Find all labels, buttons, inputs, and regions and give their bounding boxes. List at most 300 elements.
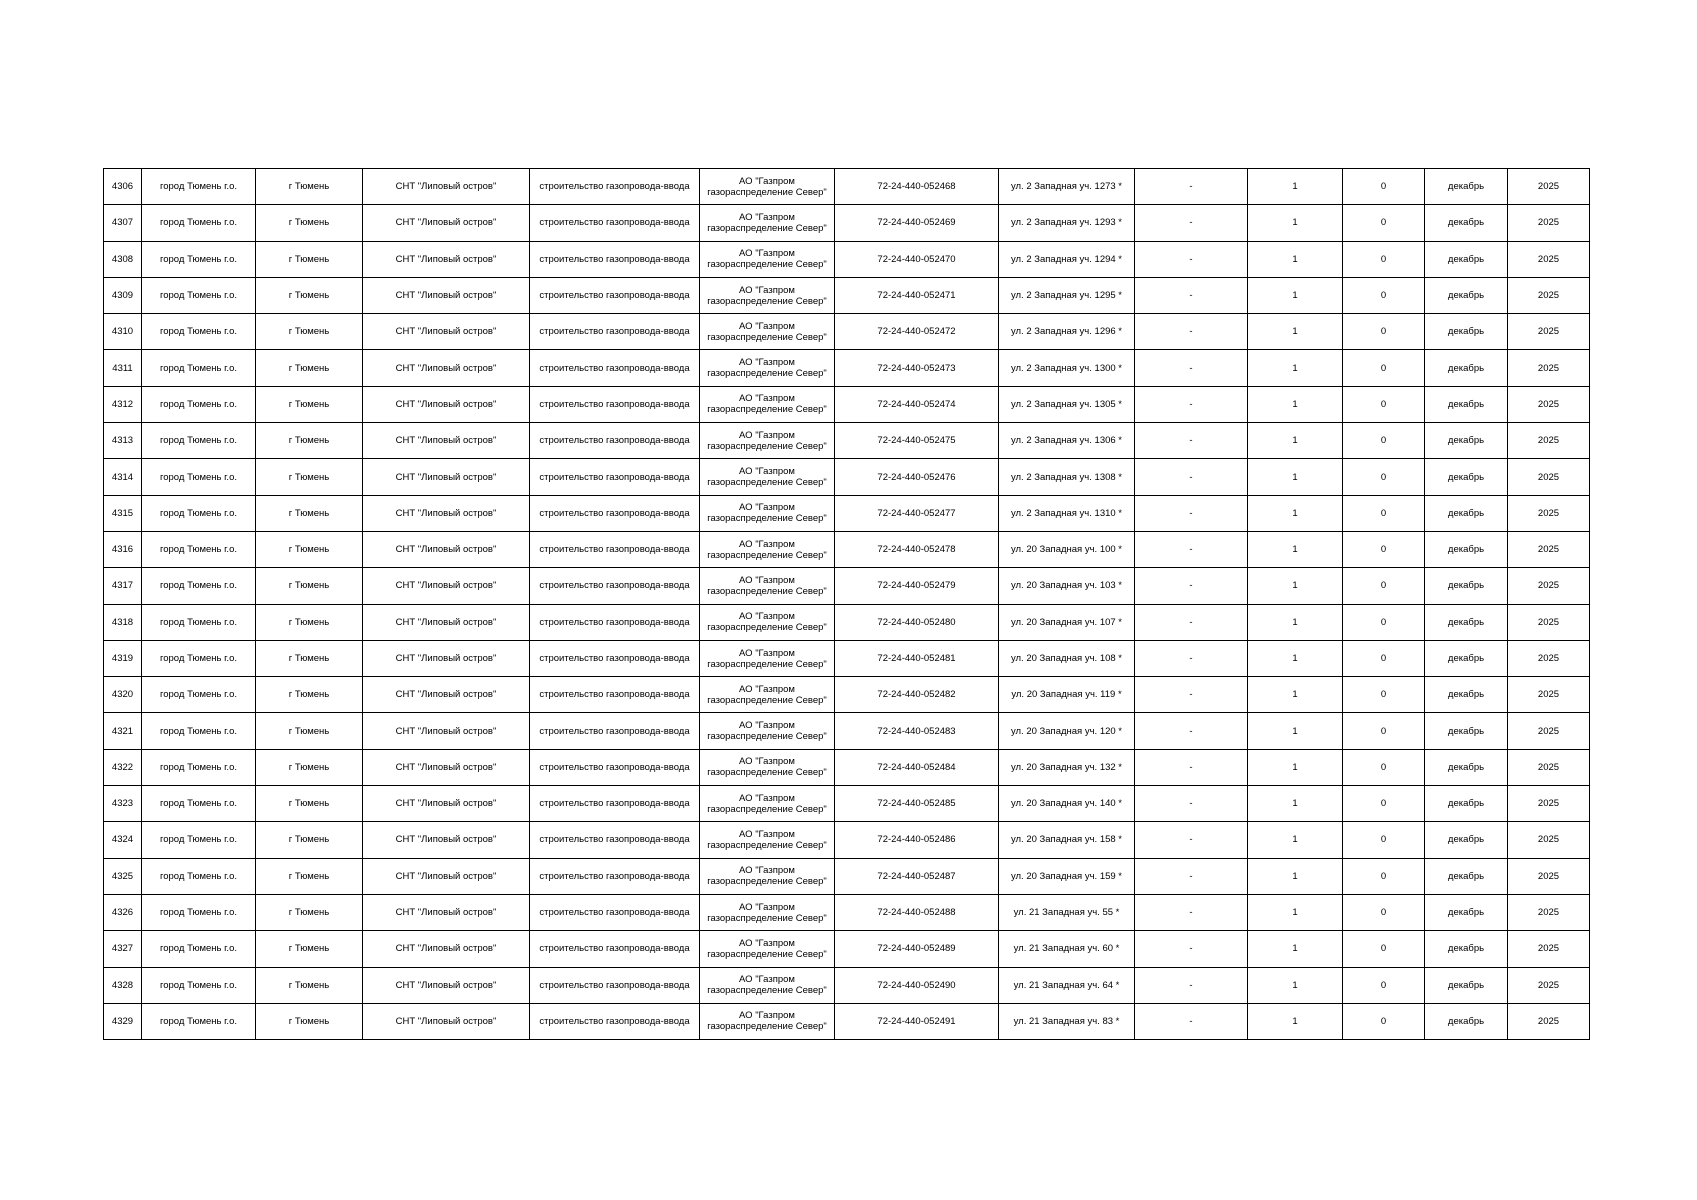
- object-code-cell: 72-24-440-052472: [835, 314, 999, 350]
- organization-cell: АО "Газпром газораспределение Север": [700, 350, 835, 386]
- zero-value-cell: 0: [1343, 495, 1425, 531]
- locality-cell: г Тюмень: [256, 386, 363, 422]
- work-type-cell: строительство газопровода-ввода: [530, 205, 700, 241]
- work-type-cell: строительство газопровода-ввода: [530, 640, 700, 676]
- dash-cell: -: [1135, 967, 1248, 1003]
- municipality-cell: город Тюмень г.о.: [142, 967, 256, 1003]
- zero-value-cell: 0: [1343, 749, 1425, 785]
- quantity-cell: 1: [1248, 822, 1343, 858]
- zero-value-cell: 0: [1343, 169, 1425, 205]
- municipality-cell: город Тюмень г.о.: [142, 314, 256, 350]
- object-code-cell: 72-24-440-052473: [835, 350, 999, 386]
- work-type-cell: строительство газопровода-ввода: [530, 822, 700, 858]
- row-number-cell: 4312: [104, 386, 142, 422]
- zero-value-cell: 0: [1343, 822, 1425, 858]
- address-cell: ул. 21 Западная уч. 60 *: [999, 931, 1135, 967]
- municipality-cell: город Тюмень г.о.: [142, 423, 256, 459]
- dash-cell: -: [1135, 786, 1248, 822]
- row-number-cell: 4318: [104, 604, 142, 640]
- row-number-cell: 4309: [104, 277, 142, 313]
- table-body: [104, 169, 1590, 1040]
- table-row: [104, 786, 1590, 822]
- year-cell: 2025: [1508, 713, 1590, 749]
- month-cell: декабрь: [1425, 713, 1508, 749]
- quantity-cell: 1: [1248, 749, 1343, 785]
- table-row: [104, 677, 1590, 713]
- organization-cell: АО "Газпром газораспределение Север": [700, 604, 835, 640]
- row-number-cell: 4308: [104, 241, 142, 277]
- row-number-cell: 4310: [104, 314, 142, 350]
- table-row: [104, 241, 1590, 277]
- partnership-cell: СНТ "Липовый остров": [363, 495, 530, 531]
- municipality-cell: город Тюмень г.о.: [142, 277, 256, 313]
- table-row: [104, 568, 1590, 604]
- table-row: [104, 967, 1590, 1003]
- dash-cell: -: [1135, 822, 1248, 858]
- zero-value-cell: 0: [1343, 640, 1425, 676]
- quantity-cell: 1: [1248, 786, 1343, 822]
- work-type-cell: строительство газопровода-ввода: [530, 531, 700, 567]
- dash-cell: -: [1135, 169, 1248, 205]
- quantity-cell: 1: [1248, 205, 1343, 241]
- locality-cell: г Тюмень: [256, 169, 363, 205]
- quantity-cell: 1: [1248, 894, 1343, 930]
- row-number-cell: 4317: [104, 568, 142, 604]
- object-code-cell: 72-24-440-052488: [835, 894, 999, 930]
- dash-cell: -: [1135, 241, 1248, 277]
- work-type-cell: строительство газопровода-ввода: [530, 713, 700, 749]
- table-row: [104, 531, 1590, 567]
- partnership-cell: СНТ "Липовый остров": [363, 713, 530, 749]
- partnership-cell: СНТ "Липовый остров": [363, 241, 530, 277]
- locality-cell: г Тюмень: [256, 459, 363, 495]
- month-cell: декабрь: [1425, 604, 1508, 640]
- address-cell: ул. 21 Западная уч. 64 *: [999, 967, 1135, 1003]
- address-cell: ул. 2 Западная уч. 1300 *: [999, 350, 1135, 386]
- municipality-cell: город Тюмень г.о.: [142, 713, 256, 749]
- address-cell: ул. 2 Западная уч. 1294 *: [999, 241, 1135, 277]
- object-code-cell: 72-24-440-052477: [835, 495, 999, 531]
- row-number-cell: 4316: [104, 531, 142, 567]
- locality-cell: г Тюмень: [256, 604, 363, 640]
- organization-cell: АО "Газпром газораспределение Север": [700, 386, 835, 422]
- year-cell: 2025: [1508, 967, 1590, 1003]
- row-number-cell: 4314: [104, 459, 142, 495]
- table-row: [104, 713, 1590, 749]
- municipality-cell: город Тюмень г.о.: [142, 894, 256, 930]
- municipality-cell: город Тюмень г.о.: [142, 822, 256, 858]
- municipality-cell: город Тюмень г.о.: [142, 386, 256, 422]
- month-cell: декабрь: [1425, 386, 1508, 422]
- organization-cell: АО "Газпром газораспределение Север": [700, 967, 835, 1003]
- table-row: [104, 749, 1590, 785]
- quantity-cell: 1: [1248, 423, 1343, 459]
- row-number-cell: 4311: [104, 350, 142, 386]
- partnership-cell: СНТ "Липовый остров": [363, 205, 530, 241]
- partnership-cell: СНТ "Липовый остров": [363, 459, 530, 495]
- organization-cell: АО "Газпром газораспределение Север": [700, 677, 835, 713]
- year-cell: 2025: [1508, 749, 1590, 785]
- municipality-cell: город Тюмень г.о.: [142, 459, 256, 495]
- quantity-cell: 1: [1248, 495, 1343, 531]
- dash-cell: -: [1135, 858, 1248, 894]
- address-cell: ул. 2 Западная уч. 1308 *: [999, 459, 1135, 495]
- object-code-cell: 72-24-440-052469: [835, 205, 999, 241]
- address-cell: ул. 2 Западная уч. 1296 *: [999, 314, 1135, 350]
- zero-value-cell: 0: [1343, 604, 1425, 640]
- object-code-cell: 72-24-440-052482: [835, 677, 999, 713]
- municipality-cell: город Тюмень г.о.: [142, 786, 256, 822]
- work-type-cell: строительство газопровода-ввода: [530, 568, 700, 604]
- zero-value-cell: 0: [1343, 386, 1425, 422]
- dash-cell: -: [1135, 350, 1248, 386]
- month-cell: декабрь: [1425, 205, 1508, 241]
- dash-cell: -: [1135, 1003, 1248, 1039]
- zero-value-cell: 0: [1343, 277, 1425, 313]
- month-cell: декабрь: [1425, 1003, 1508, 1039]
- quantity-cell: 1: [1248, 350, 1343, 386]
- municipality-cell: город Тюмень г.о.: [142, 931, 256, 967]
- locality-cell: г Тюмень: [256, 894, 363, 930]
- quantity-cell: 1: [1248, 568, 1343, 604]
- zero-value-cell: 0: [1343, 967, 1425, 1003]
- table-row: [104, 604, 1590, 640]
- row-number-cell: 4324: [104, 822, 142, 858]
- work-type-cell: строительство газопровода-ввода: [530, 277, 700, 313]
- row-number-cell: 4323: [104, 786, 142, 822]
- object-code-cell: 72-24-440-052479: [835, 568, 999, 604]
- address-cell: ул. 2 Западная уч. 1305 *: [999, 386, 1135, 422]
- municipality-cell: город Тюмень г.о.: [142, 241, 256, 277]
- data-table: [103, 168, 1590, 1040]
- locality-cell: г Тюмень: [256, 277, 363, 313]
- month-cell: декабрь: [1425, 314, 1508, 350]
- month-cell: декабрь: [1425, 277, 1508, 313]
- organization-cell: АО "Газпром газораспределение Север": [700, 713, 835, 749]
- quantity-cell: 1: [1248, 386, 1343, 422]
- month-cell: декабрь: [1425, 350, 1508, 386]
- row-number-cell: 4327: [104, 931, 142, 967]
- month-cell: декабрь: [1425, 677, 1508, 713]
- year-cell: 2025: [1508, 677, 1590, 713]
- year-cell: 2025: [1508, 858, 1590, 894]
- row-number-cell: 4329: [104, 1003, 142, 1039]
- object-code-cell: 72-24-440-052483: [835, 713, 999, 749]
- table-row: [104, 205, 1590, 241]
- municipality-cell: город Тюмень г.о.: [142, 531, 256, 567]
- quantity-cell: 1: [1248, 277, 1343, 313]
- dash-cell: -: [1135, 531, 1248, 567]
- work-type-cell: строительство газопровода-ввода: [530, 749, 700, 785]
- partnership-cell: СНТ "Липовый остров": [363, 858, 530, 894]
- dash-cell: -: [1135, 640, 1248, 676]
- zero-value-cell: 0: [1343, 241, 1425, 277]
- partnership-cell: СНТ "Липовый остров": [363, 1003, 530, 1039]
- municipality-cell: город Тюмень г.о.: [142, 495, 256, 531]
- object-code-cell: 72-24-440-052484: [835, 749, 999, 785]
- work-type-cell: строительство газопровода-ввода: [530, 967, 700, 1003]
- row-number-cell: 4322: [104, 749, 142, 785]
- municipality-cell: город Тюмень г.о.: [142, 749, 256, 785]
- object-code-cell: 72-24-440-052468: [835, 169, 999, 205]
- municipality-cell: город Тюмень г.о.: [142, 205, 256, 241]
- partnership-cell: СНТ "Липовый остров": [363, 314, 530, 350]
- partnership-cell: СНТ "Липовый остров": [363, 531, 530, 567]
- organization-cell: АО "Газпром газораспределение Север": [700, 241, 835, 277]
- quantity-cell: 1: [1248, 604, 1343, 640]
- year-cell: 2025: [1508, 241, 1590, 277]
- dash-cell: -: [1135, 277, 1248, 313]
- address-cell: ул. 2 Западная уч. 1293 *: [999, 205, 1135, 241]
- organization-cell: АО "Газпром газораспределение Север": [700, 640, 835, 676]
- partnership-cell: СНТ "Липовый остров": [363, 749, 530, 785]
- address-cell: ул. 20 Западная уч. 108 *: [999, 640, 1135, 676]
- address-cell: ул. 20 Западная уч. 103 *: [999, 568, 1135, 604]
- year-cell: 2025: [1508, 205, 1590, 241]
- dash-cell: -: [1135, 677, 1248, 713]
- organization-cell: АО "Газпром газораспределение Север": [700, 1003, 835, 1039]
- year-cell: 2025: [1508, 423, 1590, 459]
- month-cell: декабрь: [1425, 459, 1508, 495]
- month-cell: декабрь: [1425, 169, 1508, 205]
- address-cell: ул. 2 Западная уч. 1295 *: [999, 277, 1135, 313]
- month-cell: декабрь: [1425, 858, 1508, 894]
- address-cell: ул. 20 Западная уч. 140 *: [999, 786, 1135, 822]
- year-cell: 2025: [1508, 640, 1590, 676]
- locality-cell: г Тюмень: [256, 967, 363, 1003]
- organization-cell: АО "Газпром газораспределение Север": [700, 531, 835, 567]
- work-type-cell: строительство газопровода-ввода: [530, 604, 700, 640]
- quantity-cell: 1: [1248, 531, 1343, 567]
- year-cell: 2025: [1508, 459, 1590, 495]
- object-code-cell: 72-24-440-052478: [835, 531, 999, 567]
- zero-value-cell: 0: [1343, 677, 1425, 713]
- partnership-cell: СНТ "Липовый остров": [363, 568, 530, 604]
- table-row: [104, 423, 1590, 459]
- address-cell: ул. 2 Западная уч. 1306 *: [999, 423, 1135, 459]
- month-cell: декабрь: [1425, 931, 1508, 967]
- organization-cell: АО "Газпром газораспределение Север": [700, 858, 835, 894]
- partnership-cell: СНТ "Липовый остров": [363, 350, 530, 386]
- organization-cell: АО "Газпром газораспределение Север": [700, 277, 835, 313]
- row-number-cell: 4306: [104, 169, 142, 205]
- dash-cell: -: [1135, 713, 1248, 749]
- address-cell: ул. 20 Западная уч. 120 *: [999, 713, 1135, 749]
- month-cell: декабрь: [1425, 786, 1508, 822]
- row-number-cell: 4321: [104, 713, 142, 749]
- work-type-cell: строительство газопровода-ввода: [530, 459, 700, 495]
- year-cell: 2025: [1508, 568, 1590, 604]
- address-cell: ул. 20 Западная уч. 107 *: [999, 604, 1135, 640]
- object-code-cell: 72-24-440-052481: [835, 640, 999, 676]
- locality-cell: г Тюмень: [256, 241, 363, 277]
- work-type-cell: строительство газопровода-ввода: [530, 169, 700, 205]
- year-cell: 2025: [1508, 386, 1590, 422]
- organization-cell: АО "Газпром газораспределение Север": [700, 495, 835, 531]
- locality-cell: г Тюмень: [256, 205, 363, 241]
- locality-cell: г Тюмень: [256, 568, 363, 604]
- municipality-cell: город Тюмень г.о.: [142, 350, 256, 386]
- table-row: [104, 277, 1590, 313]
- object-code-cell: 72-24-440-052470: [835, 241, 999, 277]
- object-code-cell: 72-24-440-052485: [835, 786, 999, 822]
- year-cell: 2025: [1508, 169, 1590, 205]
- partnership-cell: СНТ "Липовый остров": [363, 604, 530, 640]
- address-cell: ул. 20 Западная уч. 119 *: [999, 677, 1135, 713]
- organization-cell: АО "Газпром газораспределение Север": [700, 931, 835, 967]
- work-type-cell: строительство газопровода-ввода: [530, 241, 700, 277]
- year-cell: 2025: [1508, 822, 1590, 858]
- municipality-cell: город Тюмень г.о.: [142, 604, 256, 640]
- quantity-cell: 1: [1248, 931, 1343, 967]
- object-code-cell: 72-24-440-052489: [835, 931, 999, 967]
- locality-cell: г Тюмень: [256, 640, 363, 676]
- municipality-cell: город Тюмень г.о.: [142, 677, 256, 713]
- object-code-cell: 72-24-440-052475: [835, 423, 999, 459]
- municipality-cell: город Тюмень г.о.: [142, 1003, 256, 1039]
- partnership-cell: СНТ "Липовый остров": [363, 277, 530, 313]
- row-number-cell: 4307: [104, 205, 142, 241]
- locality-cell: г Тюмень: [256, 350, 363, 386]
- dash-cell: -: [1135, 749, 1248, 785]
- month-cell: декабрь: [1425, 749, 1508, 785]
- work-type-cell: строительство газопровода-ввода: [530, 314, 700, 350]
- object-code-cell: 72-24-440-052486: [835, 822, 999, 858]
- work-type-cell: строительство газопровода-ввода: [530, 386, 700, 422]
- dash-cell: -: [1135, 604, 1248, 640]
- dash-cell: -: [1135, 423, 1248, 459]
- zero-value-cell: 0: [1343, 858, 1425, 894]
- month-cell: декабрь: [1425, 423, 1508, 459]
- partnership-cell: СНТ "Липовый остров": [363, 786, 530, 822]
- locality-cell: г Тюмень: [256, 786, 363, 822]
- dash-cell: -: [1135, 459, 1248, 495]
- table-row: [104, 459, 1590, 495]
- dash-cell: -: [1135, 894, 1248, 930]
- month-cell: декабрь: [1425, 495, 1508, 531]
- zero-value-cell: 0: [1343, 350, 1425, 386]
- object-code-cell: 72-24-440-052491: [835, 1003, 999, 1039]
- dash-cell: -: [1135, 314, 1248, 350]
- organization-cell: АО "Газпром газораспределение Север": [700, 894, 835, 930]
- object-code-cell: 72-24-440-052480: [835, 604, 999, 640]
- work-type-cell: строительство газопровода-ввода: [530, 931, 700, 967]
- dash-cell: -: [1135, 931, 1248, 967]
- quantity-cell: 1: [1248, 640, 1343, 676]
- table-row: [104, 822, 1590, 858]
- quantity-cell: 1: [1248, 169, 1343, 205]
- month-cell: декабрь: [1425, 640, 1508, 676]
- dash-cell: -: [1135, 495, 1248, 531]
- dash-cell: -: [1135, 205, 1248, 241]
- address-cell: ул. 20 Западная уч. 158 *: [999, 822, 1135, 858]
- zero-value-cell: 0: [1343, 786, 1425, 822]
- work-type-cell: строительство газопровода-ввода: [530, 495, 700, 531]
- year-cell: 2025: [1508, 531, 1590, 567]
- zero-value-cell: 0: [1343, 459, 1425, 495]
- month-cell: декабрь: [1425, 241, 1508, 277]
- municipality-cell: город Тюмень г.о.: [142, 858, 256, 894]
- organization-cell: АО "Газпром газораспределение Север": [700, 568, 835, 604]
- dash-cell: -: [1135, 386, 1248, 422]
- zero-value-cell: 0: [1343, 423, 1425, 459]
- organization-cell: АО "Газпром газораспределение Север": [700, 749, 835, 785]
- table-row: [104, 931, 1590, 967]
- locality-cell: г Тюмень: [256, 677, 363, 713]
- month-cell: декабрь: [1425, 531, 1508, 567]
- partnership-cell: СНТ "Липовый остров": [363, 386, 530, 422]
- row-number-cell: 4320: [104, 677, 142, 713]
- year-cell: 2025: [1508, 894, 1590, 930]
- address-cell: ул. 2 Западная уч. 1310 *: [999, 495, 1135, 531]
- quantity-cell: 1: [1248, 241, 1343, 277]
- table-row: [104, 1003, 1590, 1039]
- address-cell: ул. 20 Западная уч. 132 *: [999, 749, 1135, 785]
- partnership-cell: СНТ "Липовый остров": [363, 640, 530, 676]
- locality-cell: г Тюмень: [256, 713, 363, 749]
- row-number-cell: 4326: [104, 894, 142, 930]
- month-cell: декабрь: [1425, 822, 1508, 858]
- zero-value-cell: 0: [1343, 205, 1425, 241]
- zero-value-cell: 0: [1343, 1003, 1425, 1039]
- work-type-cell: строительство газопровода-ввода: [530, 423, 700, 459]
- municipality-cell: город Тюмень г.о.: [142, 640, 256, 676]
- locality-cell: г Тюмень: [256, 531, 363, 567]
- month-cell: декабрь: [1425, 894, 1508, 930]
- zero-value-cell: 0: [1343, 713, 1425, 749]
- work-type-cell: строительство газопровода-ввода: [530, 677, 700, 713]
- address-cell: ул. 21 Западная уч. 55 *: [999, 894, 1135, 930]
- partnership-cell: СНТ "Липовый остров": [363, 423, 530, 459]
- address-cell: ул. 20 Западная уч. 100 *: [999, 531, 1135, 567]
- table-row: [104, 386, 1590, 422]
- work-type-cell: строительство газопровода-ввода: [530, 894, 700, 930]
- table-row: [104, 894, 1590, 930]
- organization-cell: АО "Газпром газораспределение Север": [700, 822, 835, 858]
- year-cell: 2025: [1508, 495, 1590, 531]
- organization-cell: АО "Газпром газораспределение Север": [700, 314, 835, 350]
- locality-cell: г Тюмень: [256, 495, 363, 531]
- locality-cell: г Тюмень: [256, 423, 363, 459]
- object-code-cell: 72-24-440-052471: [835, 277, 999, 313]
- year-cell: 2025: [1508, 786, 1590, 822]
- month-cell: декабрь: [1425, 967, 1508, 1003]
- table-row: [104, 314, 1590, 350]
- organization-cell: АО "Газпром газораспределение Север": [700, 423, 835, 459]
- locality-cell: г Тюмень: [256, 931, 363, 967]
- municipality-cell: город Тюмень г.о.: [142, 568, 256, 604]
- locality-cell: г Тюмень: [256, 858, 363, 894]
- municipality-cell: город Тюмень г.о.: [142, 169, 256, 205]
- year-cell: 2025: [1508, 1003, 1590, 1039]
- address-cell: ул. 20 Западная уч. 159 *: [999, 858, 1135, 894]
- work-type-cell: строительство газопровода-ввода: [530, 858, 700, 894]
- object-code-cell: 72-24-440-052487: [835, 858, 999, 894]
- work-type-cell: строительство газопровода-ввода: [530, 786, 700, 822]
- row-number-cell: 4328: [104, 967, 142, 1003]
- partnership-cell: СНТ "Липовый остров": [363, 967, 530, 1003]
- table-row: [104, 495, 1590, 531]
- quantity-cell: 1: [1248, 858, 1343, 894]
- year-cell: 2025: [1508, 277, 1590, 313]
- work-type-cell: строительство газопровода-ввода: [530, 350, 700, 386]
- locality-cell: г Тюмень: [256, 749, 363, 785]
- locality-cell: г Тюмень: [256, 314, 363, 350]
- year-cell: 2025: [1508, 350, 1590, 386]
- quantity-cell: 1: [1248, 967, 1343, 1003]
- table-row: [104, 858, 1590, 894]
- object-code-cell: 72-24-440-052490: [835, 967, 999, 1003]
